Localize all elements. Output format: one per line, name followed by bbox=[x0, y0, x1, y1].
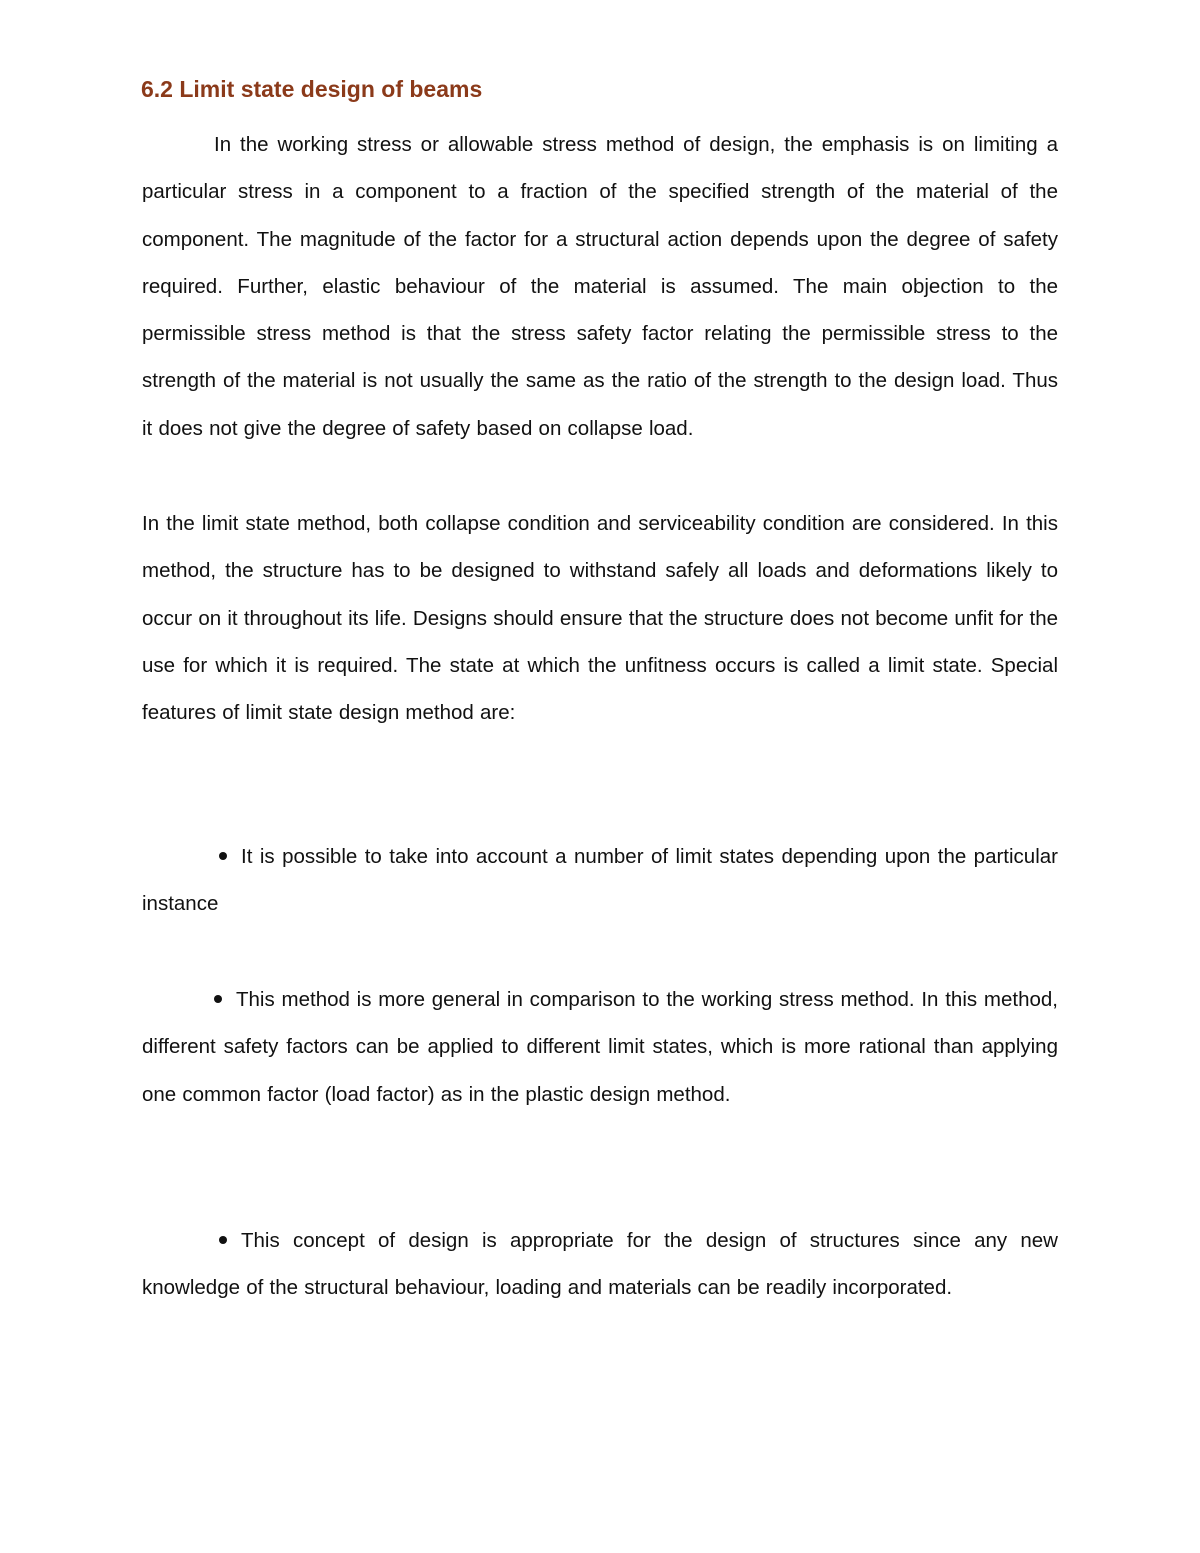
bullet-dot-icon bbox=[219, 1236, 227, 1244]
paragraph-limit-state: In the limit state method, both collapse condition and serviceability condition are considered. In this method, the structure has to be designed to withstand safely all loads and deformations likely to occur on it throughout its life. Designs should ensure that the structure does not become unfit for the use for which it is required. The state at which the unfitness occurs is called a limit state. Special features of limit state design method are: bbox=[142, 512, 1058, 725]
paragraph-working-stress: In the working stress or allowable stress method of design, the emphasis is on limiting a particular stress in a component to a fraction of the specified strength of the material of the component. The magnitude of the factor for a structural action depends upon the degree of safety required. Further, elastic behaviour of the material is assumed. The main objection to the permissible stress method is that the stress safety factor relating the permissible stress to the strength of the material is not usually the same as the ratio of the strength to the design load. Thus it does not give the degree of safety based on collapse load. bbox=[142, 133, 1058, 440]
bullet-text: This concept of design is appropriate for the design of structures since any new knowledge of the structural behaviour, loading and materials can be readily incorporated. bbox=[142, 1229, 1058, 1300]
bullet-dot-icon bbox=[219, 852, 227, 860]
section-heading: 6.2 Limit state design of beams bbox=[141, 76, 483, 102]
bullet-text: It is possible to take into account a number of limit states depending upon the particular instance bbox=[142, 845, 1058, 916]
bullet-paragraph bbox=[142, 833, 1058, 928]
bullet-paragraph bbox=[142, 1217, 1058, 1312]
bullet-paragraph bbox=[142, 976, 1058, 1118]
bullet-item bbox=[142, 976, 1058, 1118]
bullet-text: This method is more general in comparison to the working stress method. In this method, different safety factors can be applied to different limit states, which is more rational than applying one common factor (load factor) as in the plastic design method. bbox=[142, 988, 1058, 1106]
bullet-item bbox=[142, 1217, 1058, 1312]
bullet-item bbox=[142, 833, 1058, 928]
bullet-dot-icon bbox=[214, 995, 222, 1003]
